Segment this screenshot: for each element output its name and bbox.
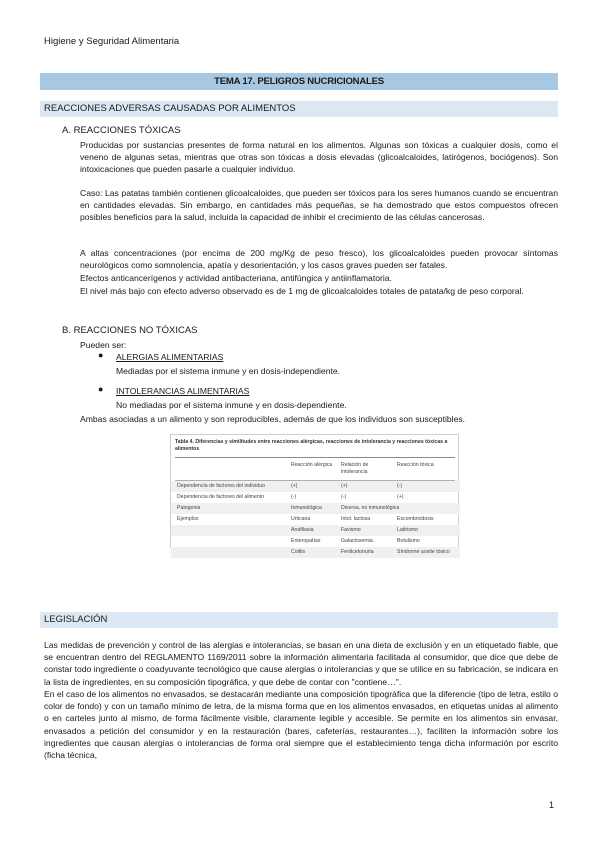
table-cell: (+) [397,494,404,500]
table-cell: Anafilaxia [291,527,314,533]
table-cell: Fenilcetonuria [341,549,374,555]
table-row [171,547,460,558]
table-cell: Latirismo [397,527,419,533]
paragraph-concentraciones: A altas concentraciones (por encima de 200 mg/Kg de peso fresco), los glicoalcaloides pueden provocar síntomas neurológicos como somnolencia, apatía y desorientación, y los casos graves pueden ser fatales. [80,248,558,271]
page-header: Higiene y Seguridad Alimentaria [44,36,180,47]
table-cell: Dependencia de factores del alimento [177,494,265,500]
table-header-cell: Reacción alérgica [291,462,333,468]
table-cell: (+) [341,483,348,489]
bullet-dot-icon: ● [98,350,104,360]
table-cell: Botulismo [397,538,420,544]
table-cell: Urticaria [291,516,311,522]
paragraph-ambas: Ambas asociadas a un alimento y son reproducibles, además de que los individuos son susceptibles. [80,414,466,424]
paragraph-pueden-ser: Pueden ser: [80,340,127,350]
paragraph-toxicas-intro: Producidas por sustancias presentes de forma natural en los alimentos. Algunas son tóxicas a cualquier dosis, como el veneno de algunas setas, mientras que otras son tóxicas a dosis elevadas (glicoalcaloides, latirógenos, bociógenos). Son intoxicaciones que pueden pasarle a cualquier individuo. [80,140,558,175]
paragraph-efectos: Efectos anticancerígenos y actividad antibacteriana, antifúngica y antiinflamatoria. [80,273,392,283]
comparison-table [170,434,459,555]
page-title: TEMA 17. PELIGROS NUCRICIONALES [40,73,558,90]
table-row [171,514,460,525]
heading-reacciones-no-toxicas: B. REACCIONES NO TÓXICAS [62,325,198,336]
section-title-legislacion: LEGISLACIÓN [40,612,558,628]
bullet-text-intolerancias: No mediadas por el sistema inmune y en dosis-dependiente. [116,400,347,410]
table-row [171,503,460,514]
table-cell: Galactosemia [341,538,373,544]
table-row [171,492,460,503]
table-cell: Favismo [341,527,361,533]
table-cell: (+) [291,483,298,489]
table-cell: Inmunológica [291,505,322,511]
paragraph-nivel-adverso: El nivel más bajo con efecto adverso observado es de 1 mg de glicoalcaloides totales de patata/kg de peso corporal. [80,286,524,296]
table-cell: Colitis [291,549,306,555]
section-title-reacciones: REACCIONES ADVERSAS CAUSADAS POR ALIMENTOS [40,101,558,117]
table-cell: (-) [397,483,403,489]
table-caption: Tabla 4. Diferencias y similitudes entre reacciones alérgicas, reacciones de intolerancia y reacciones tóxicas a alimentos [175,439,448,452]
table-row [171,536,460,547]
paragraph-legislacion-1: Las medidas de prevención y control de las alergias e intolerancias, se basan en una dieta de exclusión y en un etiquetado fiable, que se encuentran dentro del REGLAMENTO 1169/2011 sobre la información alimentaria facilitada al consumidor, que dice que debe de constar todo ingrediente o coadyuvante tecnológico que cause alergias o intolerancias y que se utilice en su fabricación, se indicara en la lista de ingredientes, en su composición tipográfica, y que debe de contar con "contiene…". [44,640,558,687]
table-cell: (-) [291,494,297,500]
paragraph-caso-patatas: Caso: Las patatas también contienen glicoalcaloides, que pueden ser tóxicos para los seres humanos cuando se encuentran en cantidades elevadas. Sin embargo, en cantidades más pequeñas, se ha demostrado que estos compuestos ofrecen posibles beneficios para la salud, incluida la capacidad de inhibir el crecimiento de las células cancerosas. [80,188,558,223]
table-cell: Dependencia de factores del individuo [177,483,265,489]
table-cell: (-) [341,494,347,500]
bullet-title-intolerancias: INTOLERANCIAS ALIMENTARIAS [116,386,250,396]
paragraph-legislacion-2: En el caso de los alimentos no envasados, se destacarán mediante una composición tipográfica que la diferencie (tipo de letra, estilo o color de fondo) y con un tamaño mínimo de letra, de la misma forma que en los alimentos envasados, en etiquetas unidas al alimento o en carteles junto al mismo, de forma fácilmente visible, claramente legible y accesible. Se permite en los alimentos sin envasar, envasados a petición del consumidor y en la restauración (bares, cafeterías, restaurantes…), faciliten la información sobre los ingredientes que causan alergias o intolerancias de forma oral siempre que el establecimiento tenga dicha información por escrito (ficha técnica, [44,689,558,761]
table-cell: Diversa, no inmunológica [341,505,400,511]
table-cell: Ejemplos [177,516,199,522]
table-row [171,481,460,492]
table-cell: Patogenia [177,505,201,511]
table-cell: Enteropatías [291,538,321,544]
table-row [171,525,460,536]
bullet-title-alergias: ALERGIAS ALIMENTARIAS [116,352,224,362]
table-header-cell: Relación de intolerancia [341,462,369,475]
bullet-dot-icon: ● [98,384,104,394]
table-header-cell: Reacción tóxica [397,462,434,468]
bullet-text-alergias: Mediadas por el sistema inmune y en dosis-independiente. [116,366,341,376]
table-cell: Síndrome aceite tóxico [397,549,450,555]
table-cell: Intol. lactosa [341,516,371,522]
page-number: 1 [548,800,554,810]
heading-reacciones-toxicas: A. REACCIONES TÓXICAS [62,125,181,136]
table-header-row [171,460,460,480]
table-cell: Escombroidosis [397,516,434,522]
table-rule [175,457,455,458]
